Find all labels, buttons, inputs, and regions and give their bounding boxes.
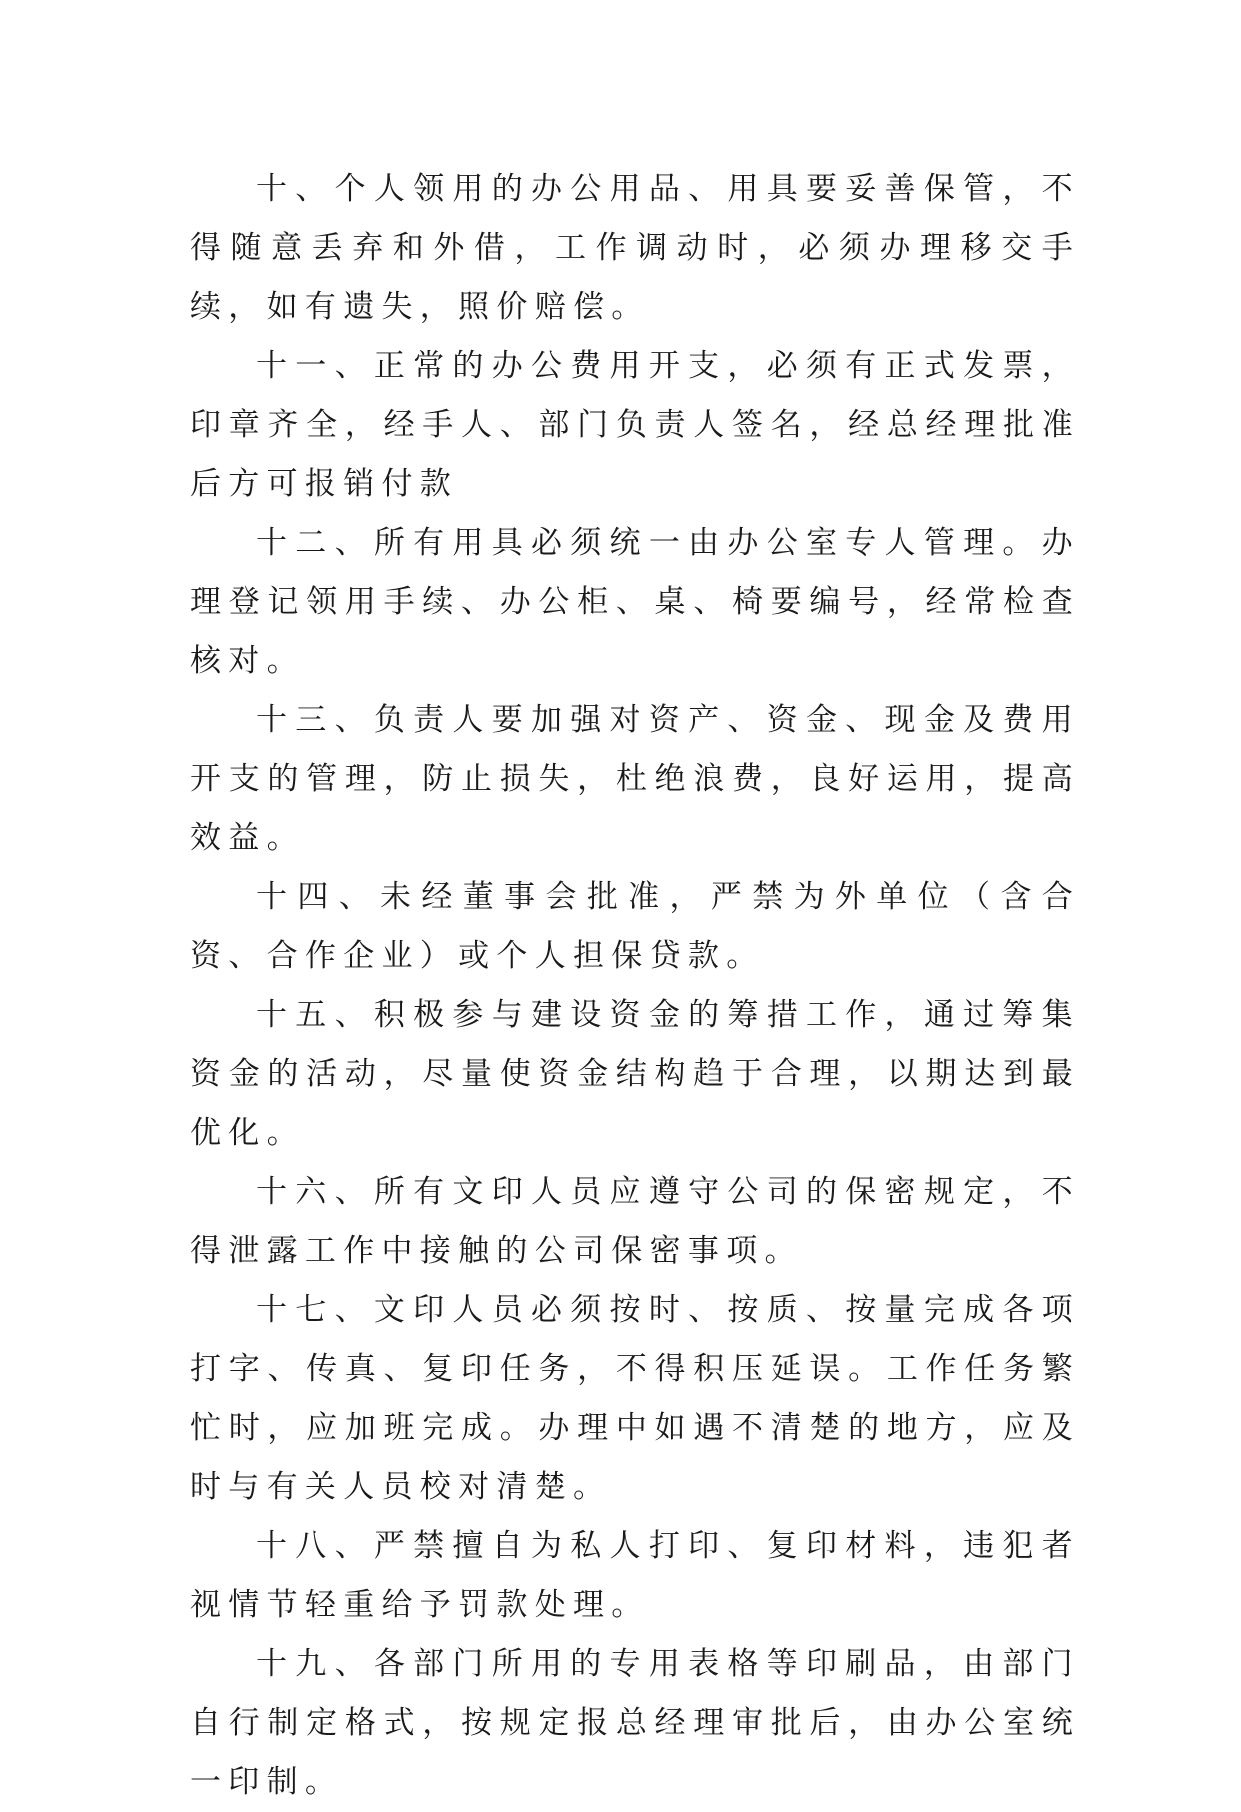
paragraph-10: 十、个人领用的办公用品、用具要妥善保管，不得随意丢弃和外借，工作调动时，必须办理移交手续，如有遗失，照价赔偿。 [190, 171, 1080, 325]
paragraph-13: 十三、负责人要加强对资产、资金、现金及费用开支的管理，防止损失，杜绝浪费，良好运用，提高效益。 [190, 702, 1080, 856]
paragraph-15: 十五、积极参与建设资金的筹措工作，通过筹集资金的活动，尽量使资金结构趋于合理，以期达到最优化。 [190, 997, 1080, 1151]
paragraph-12: 十二、所有用具必须统一由办公室专人管理。办理登记领用手续、办公柜、桌、椅要编号，经常检查核对。 [190, 525, 1080, 679]
paragraph-17: 十七、文印人员必须按时、按质、按量完成各项打字、传真、复印任务，不得积压延误。工作任务繁忙时，应加班完成。办理中如遇不清楚的地方，应及时与有关人员校对清楚。 [190, 1292, 1080, 1505]
document-body [190, 160, 1080, 1812]
paragraph-11: 十一、正常的办公费用开支，必须有正式发票，印章齐全，经手人、部门负责人签名，经总经理批准后方可报销付款 [190, 348, 1080, 502]
paragraph-16: 十六、所有文印人员应遵守公司的保密规定，不得泄露工作中接触的公司保密事项。 [190, 1174, 1080, 1269]
paragraph-14: 十四、未经董事会批准，严禁为外单位（含合资、合作企业）或个人担保贷款。 [190, 879, 1080, 974]
paragraph-18: 十八、严禁擅自为私人打印、复印材料，违犯者视情节轻重给予罚款处理。 [190, 1528, 1080, 1623]
paragraph-19: 十九、各部门所用的专用表格等印刷品，由部门自行制定格式，按规定报总经理审批后，由办公室统一印制。 [190, 1646, 1080, 1800]
